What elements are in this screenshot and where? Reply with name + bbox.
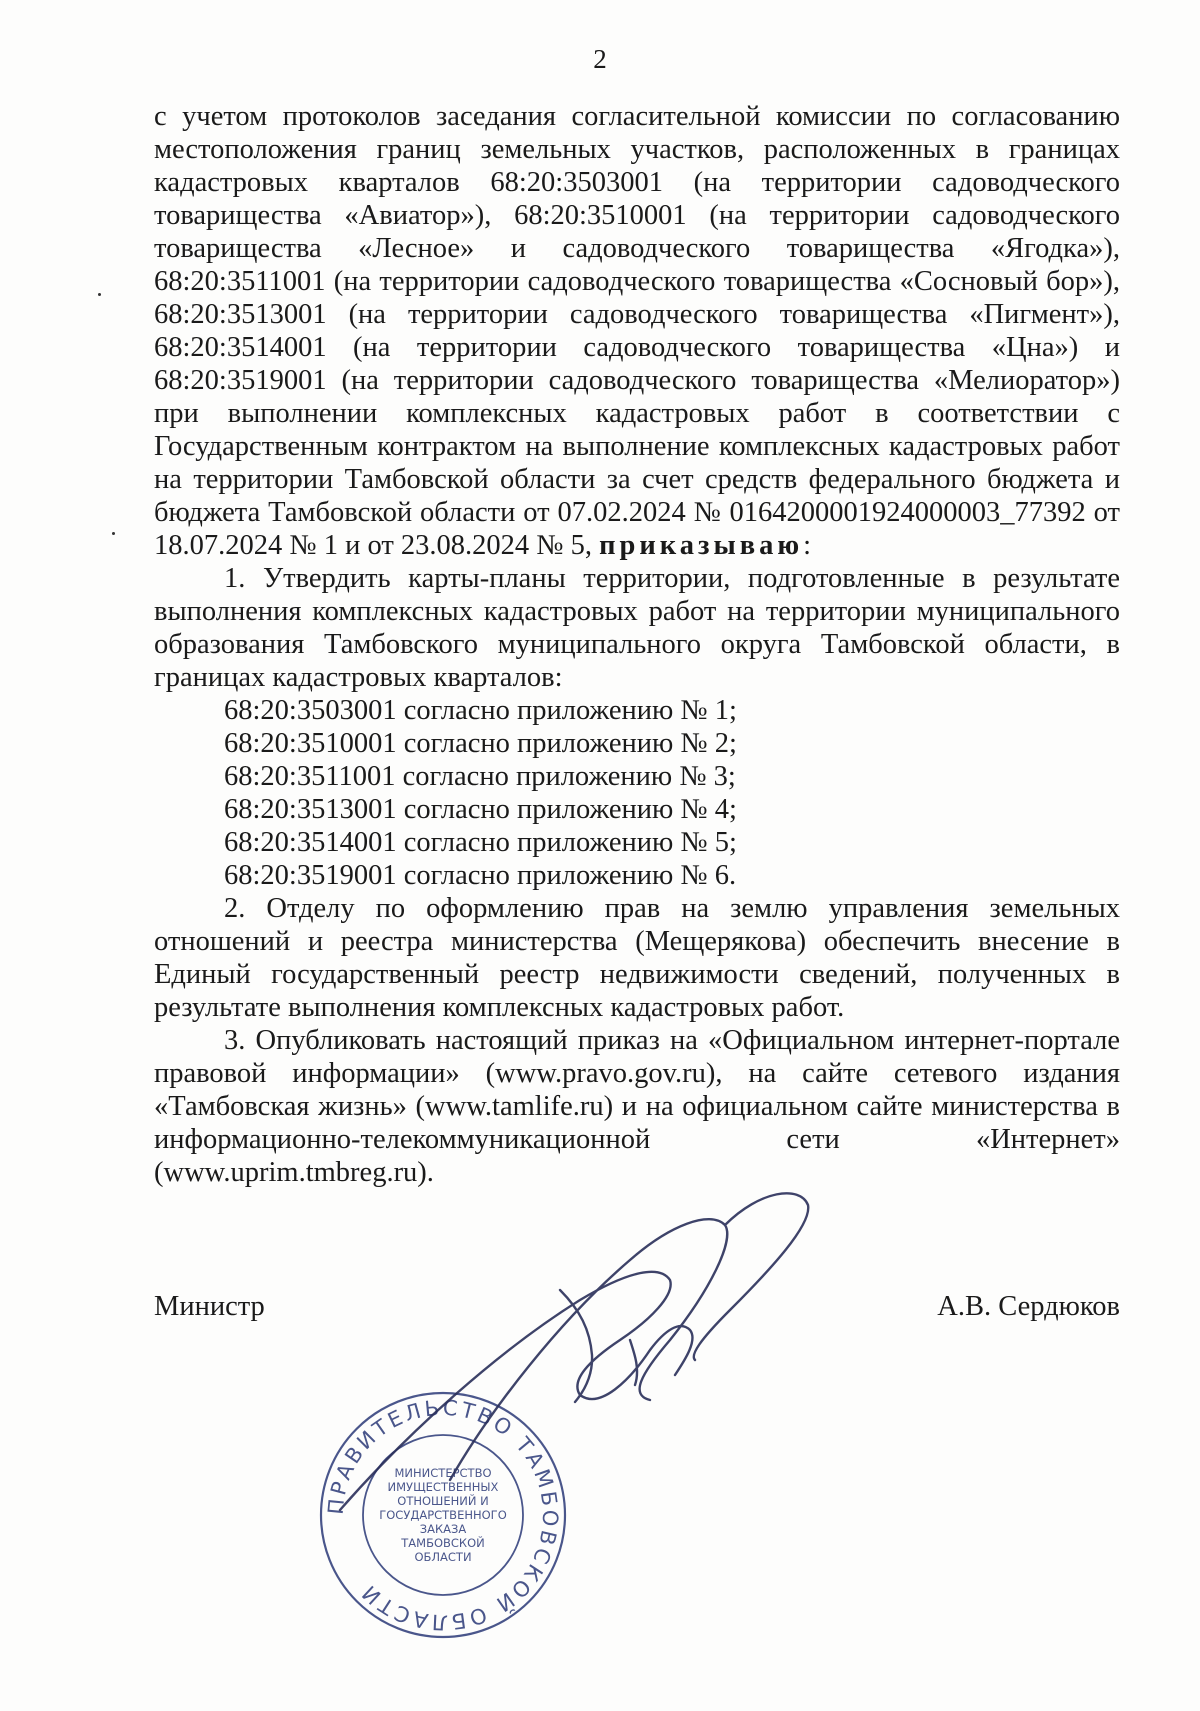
seal-ring-text: ПРАВИТЕЛЬСТВО ТАМБОВСКОЙ ОБЛАСТИ: [323, 1395, 563, 1635]
seal-inner-line: ГОСУДАРСТВЕННОГО: [379, 1508, 507, 1522]
margin-mark: [98, 293, 101, 296]
list-item: 68:20:3513001 согласно приложению № 4;: [224, 794, 737, 825]
item-1-paragraph: 1. Утвердить карты-планы территории, подготовленные в результате выполнения комплексных кадастровых работ на территории муниципального образования Тамбовского муниципального округа Тамбовской области, в границах кадастровых кварталов:: [154, 563, 1120, 693]
seal-inner-line: ИМУЩЕСТВЕННЫХ: [387, 1480, 499, 1494]
list-item: 68:20:3514001 согласно приложению № 5;: [224, 827, 737, 858]
list-item: 68:20:3503001 согласно приложению № 1;: [224, 695, 737, 726]
seal-inner-line: МИНИСТЕРСТВО: [394, 1466, 492, 1480]
order-word: приказываю: [599, 530, 804, 561]
seal-inner-line: ОБЛАСТИ: [414, 1550, 472, 1564]
seal-inner-line: ОТНОШЕНИЙ И: [397, 1494, 489, 1508]
order-colon: :: [803, 530, 812, 561]
item-3-paragraph: 3. Опубликовать настоящий приказ на «Официальном интернет-портале правовой информации» (www.pravo.gov.ru), на сайте сетевого издания «Тамбовская жизнь» (www.tamlife.ru) и на официальном сайте министерства в информационно-телекоммуникационной сети «Интернет» (www.uprim.tmbreg.ru).: [154, 1025, 1120, 1188]
list-item: 68:20:3510001 согласно приложению № 2;: [224, 728, 737, 759]
signer-name: А.В. Сердюков: [937, 1291, 1120, 1322]
handwritten-signature: [330, 1180, 850, 1540]
margin-mark: [112, 532, 115, 535]
document-body: [154, 100, 1120, 1189]
seal-inner-line: ТАМБОВСКОЙ: [401, 1536, 485, 1550]
list-item: 68:20:3519001 согласно приложению № 6.: [224, 860, 737, 891]
intro-paragraph: [154, 100, 1120, 562]
page-number: 2: [593, 44, 607, 74]
item-2-paragraph: 2. Отделу по оформлению прав на землю управления земельных отношений и реестра министерства (Мещерякова) обеспечить внесение в Единый государственный реестр недвижимости сведений, полученных в результате выполнения комплексных кадастровых работ.: [154, 893, 1120, 1023]
cadastral-quarter-list: [154, 694, 1120, 892]
seal-inner-line: ЗАКАЗА: [419, 1522, 467, 1536]
signer-title: Министр: [154, 1291, 265, 1322]
list-item: 68:20:3511001 согласно приложению № 3;: [224, 761, 736, 792]
intro-text: с учетом протоколов заседания согласительной комиссии по согласованию местоположения границ земельных участков, расположенных в границах кадастровых кварталов 68:20:3503001 (на территории садоводческого товарищества «Авиатор»), 68:20:3510001 (на территории садоводческого товарищества «Лесное» и садоводческого товарищества «Ягодка»), 68:20:3511001 (на территории садоводческого товарищества «Сосновый бор»), 68:20:3513001 (на территории садоводческого товарищества «Пигмент»), 68:20:3514001 (на территории садоводческого товарищества «Цна») и 68:20:3519001 (на территории садоводческого товарищества «Мелиоратор») при выполнении комплексных кадастровых работ в соответствии с Государственным контрактом на выполнение комплексных кадастровых работ на территории Тамбовской области за счет средств федерального бюджета и бюджета Тамбовской области от 07.02.2024 № 0164200001924000003_77392 от 18.07.2024 № 1 и от 23.08.2024 № 5,: [154, 101, 1120, 561]
